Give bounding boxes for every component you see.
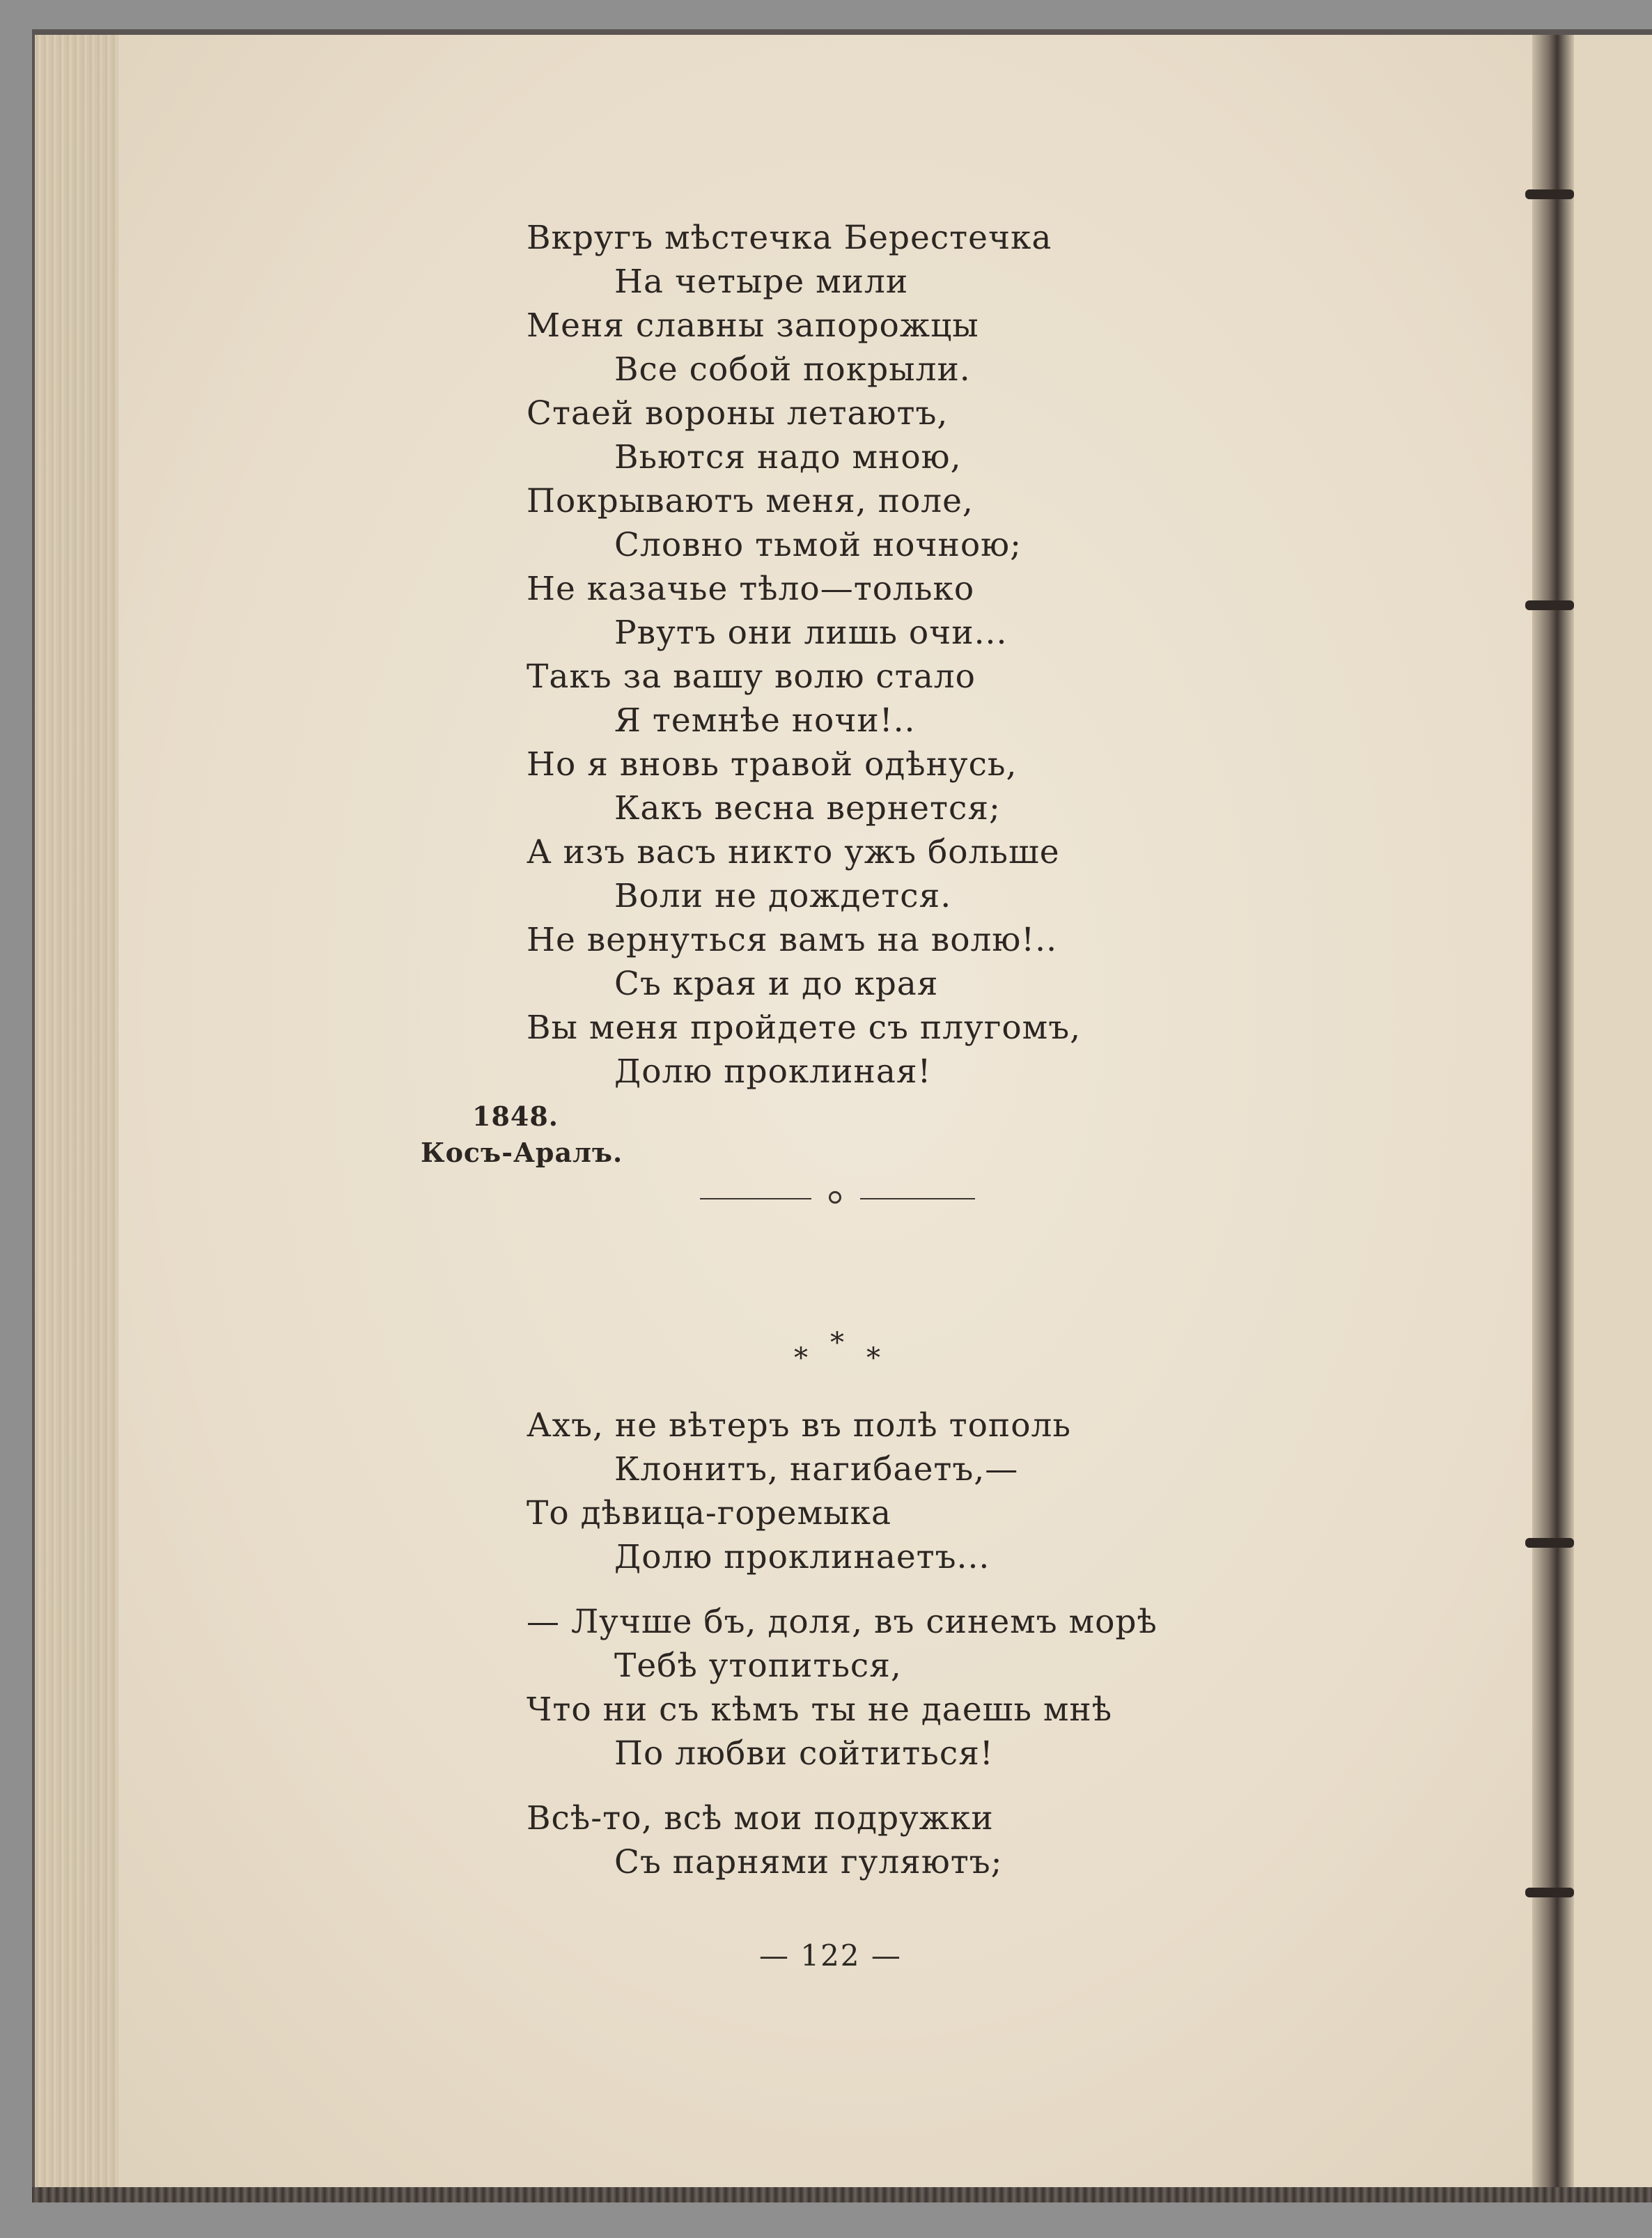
poem-2 xyxy=(527,1404,1158,1884)
poem-line: Рвутъ они лишь очи... xyxy=(614,614,1008,652)
binding-thread xyxy=(1525,1888,1574,1897)
poem-line: Все собой покрыли. xyxy=(614,350,971,389)
book-bottom-edge xyxy=(32,2187,1652,2202)
section-separator xyxy=(700,1184,975,1212)
poem-line: Долю проклиная! xyxy=(614,1052,932,1091)
poem-line: Я темнѣе ночи!.. xyxy=(614,701,916,740)
stanza-gap xyxy=(527,1775,1158,1796)
poem-line: Меня славны запорожцы xyxy=(527,306,979,345)
poem-line: Съ парнями гуляютъ; xyxy=(614,1843,1003,1881)
poem-line: Клонитъ, нагибаетъ,— xyxy=(614,1450,1019,1489)
poem-line: Не казачье тѣло—только xyxy=(527,570,975,608)
separator-line-left xyxy=(700,1198,811,1199)
poem-place: Косъ-Аралъ. xyxy=(421,1137,623,1168)
poem-line: — Лучше бъ, доля, въ синемъ морѣ xyxy=(527,1603,1158,1641)
poem-line: Долю проклинаетъ... xyxy=(614,1538,990,1576)
asterisk: * xyxy=(866,1342,880,1374)
poem-line: Воли не дождется. xyxy=(614,877,952,915)
page-edges xyxy=(35,35,118,2194)
poem-line: Всѣ-то, всѣ мои подружки xyxy=(527,1799,994,1837)
binding-thread xyxy=(1525,1538,1574,1548)
binding-thread xyxy=(1525,189,1574,199)
poem-line: Стаей вороны летаютъ, xyxy=(527,394,949,433)
poem-line: Но я вновь травой одѣнусь, xyxy=(527,745,1018,784)
poem-line: Что ни съ кѣмъ ты не даешь мнѣ xyxy=(527,1691,1113,1729)
poem-line: Вьются надо мною, xyxy=(614,438,962,476)
page-number: — 122 — xyxy=(759,1938,902,1973)
poem-line: Словно тьмой ночною; xyxy=(614,526,1022,564)
book-gutter xyxy=(1532,35,1574,2201)
poem-line: Вкругъ мѣстечка Берестечка xyxy=(527,219,1052,257)
separator-line-right xyxy=(860,1198,975,1199)
facing-page-edge xyxy=(1574,35,1652,2201)
poem-line: Не вернуться вамъ на волю!.. xyxy=(527,921,1058,959)
poem-line: Вы меня пройдете съ плугомъ, xyxy=(527,1009,1082,1047)
poem-line: Ахъ, не вѣтеръ въ полѣ тополь xyxy=(527,1406,1071,1445)
poem-line: Такъ за вашу волю стало xyxy=(527,658,976,696)
asterism xyxy=(794,1327,885,1383)
poem-line: По любви сойтиться! xyxy=(614,1734,994,1773)
binding-thread xyxy=(1525,600,1574,610)
poem-date: 1848. xyxy=(472,1101,559,1132)
separator-ornament-circle xyxy=(829,1191,841,1204)
poem-line: Какъ весна вернется; xyxy=(614,789,1001,827)
asterisk: * xyxy=(794,1342,808,1374)
poem-line: А изъ васъ никто ужъ больше xyxy=(527,833,1060,871)
poem-line: Тебѣ утопиться, xyxy=(614,1647,902,1685)
poem-line: На четыре мили xyxy=(614,263,909,301)
poem-line: То дѣвица-горемыка xyxy=(527,1494,891,1532)
asterisk: * xyxy=(830,1327,844,1359)
poem-line: Покрываютъ меня, поле, xyxy=(527,482,974,520)
poem-1 xyxy=(527,216,1081,1094)
poem-line: Съ края и до края xyxy=(614,965,939,1003)
stanza-gap xyxy=(527,1579,1158,1600)
